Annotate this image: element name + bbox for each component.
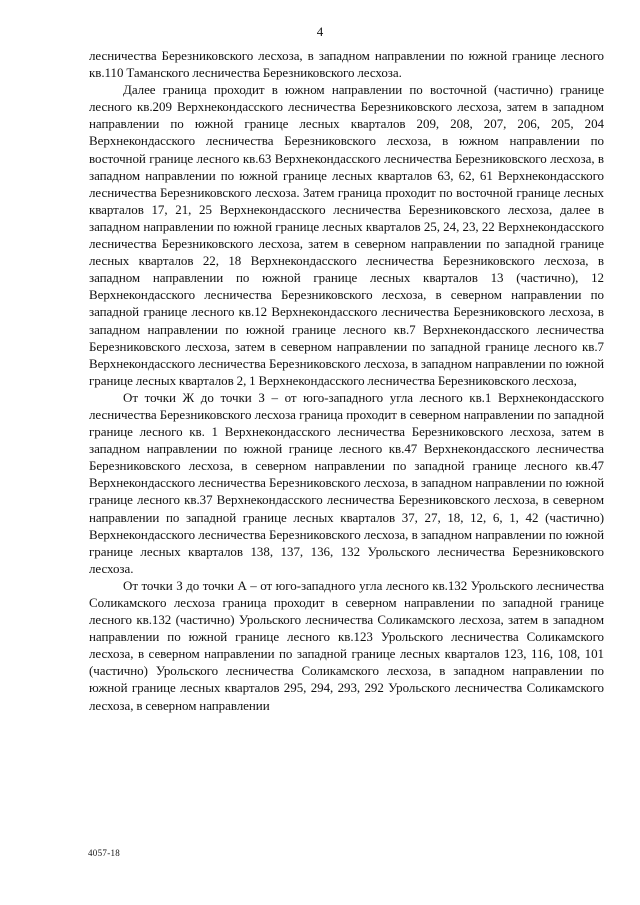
- document-body: [89, 47, 604, 714]
- paragraph-point-z-to-a: От точки З до точки А – от юго-западного угла лесного кв.132 Урольского лесничества Соликамского лесхоза граница проходит в северном направлении по западной границе лесного кв.132 (частично) Урольского лесничества Соликамского лесхоза, затем в западном направлении по южной границе лесного кв.123 Урольского лесничества Соликамского лесхоза, в северном направлении по западной границе лесных кварталов 123, 116, 108, 101 (частично) Урольского лесничества Соликамского лесхоза, в западном направлении по южной границе лесных кварталов 295, 294, 293, 292 Урольского лесничества Соликамского лесхоза, в северном направлении: [89, 577, 604, 713]
- paragraph-continued: лесничества Березниковского лесхоза, в западном направлении по южной границе лесного кв.110 Таманского лесничества Березниковского лесхоза.: [89, 48, 604, 81]
- page-number: 4: [316, 24, 324, 39]
- document-code: 4057-18: [88, 848, 121, 858]
- paragraph-boundary-south: Далее граница проходит в южном направлении по восточной (частично) границе лесного кв.209 Верхнекондасского лесничества Березниковского лесхоза, затем в западном направлении по южной границе лесных кварталов 209, 208, 207, 206, 205, 204 Верхнекондасского лесничества Березниковского лесхоза, в южном направлении по восточной границе лесного кв.63 Верхнекондасского лесничества Березниковского лесхоза, в западном направлении по южной границе лесных кварталов 63, 62, 61 Верхнекондасского лесничества Березниковского лесхоза. Затем граница проходит по восточной границе лесных кварталов 17, 21, 25 Верхнекондасского лесничества Березниковского лесхоза, далее в западном направлении по южной границе лесных кварталов 25, 24, 23, 22 Верхнекондасского лесничества Березниковского лесхоза, затем в северном направлении по западной границе лесных кварталов 22, 18 Верхнекондасского лесничества Березниковского лесхоза, в западном направлении по южной границе лесных кварталов 13 (частично), 12 Верхнекондасского лесничества Березниковского лесхоза, в северном направлении по западной границе лесного кв.12 Верхнекондасского лесничества Березниковского лесхоза, в западном направлении по южной границе лесного кв.7 Верхнекондасского лесничества Березниковского лесхоза, затем в северном направлении по западной границе лесного кв.7 Верхнекондасского лесничества Березниковского лесхоза, в западном направлении по южной границе лесных кварталов 2, 1 Верхнекондасского лесничества Березниковского лесхоза,: [89, 82, 604, 388]
- paragraph-point-zh-to-z: От точки Ж до точки З – от юго-западного угла лесного кв.1 Верхнекондасского лесничества Березниковского лесхоза граница проходит в северном направлении по западной границе лесного кв. 1 Верхнекондасского лесничества Березниковского лесхоза, затем в западном направлении по южной границе лесного кв.47 Верхнекондасского лесничества Березниковского лесхоза, в северном направлении по западной границе лесного кв.47 Верхнекондасского лесничества Березниковского лесхоза, в западном направлении по южной границе лесного кв.37 Верхнекондасского лесничества Березниковского лесхоза, в северном направлении по западной границе лесных кварталов 37, 27, 18, 12, 6, 1, 42 (частично) Верхнекондасского лесничества Березниковского лесхоза, в западном направлении по южной границе лесных кварталов 138, 137, 136, 132 Урольского лесничества Березниковского лесхоза.: [89, 389, 604, 576]
